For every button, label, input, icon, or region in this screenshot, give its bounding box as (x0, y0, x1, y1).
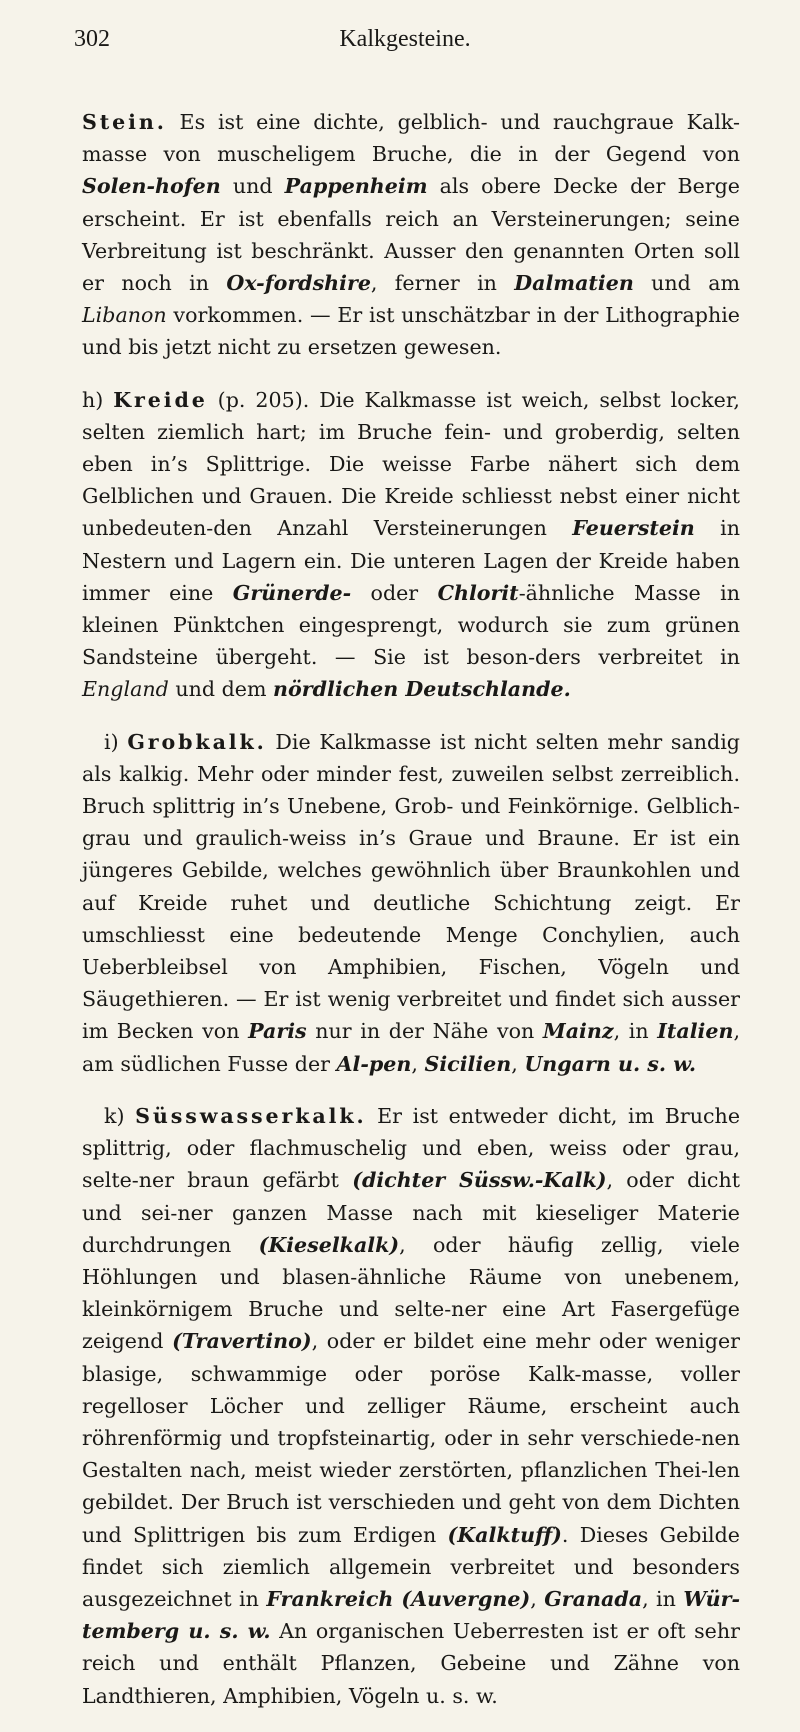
paragraph-kreide (82, 384, 740, 706)
text-run: , in (613, 1019, 658, 1044)
text-run: , (511, 1051, 525, 1076)
place-name: Libanon (82, 303, 167, 328)
entry-title: Kreide (113, 387, 208, 412)
text-run: (p. 205). Die Kalkmasse ist weich, selbst locker, selten ziemlich hart; im Bruche fein- und groberdig, selten eben in’s Splittrige. Die weisse Farbe nähert sich dem Gelblichen und Grauen. Die Kreide schliesst nebst einer nicht unbedeuten-den Anzahl Versteinerungen (82, 387, 740, 541)
mineral-name: Feuerstein (572, 516, 695, 541)
text-run: Es ist eine dichte, gelblich- und rauchgraue Kalk-masse von muscheligem Bruche, die in der Gegend von (82, 110, 740, 167)
paragraph-stein (82, 106, 740, 364)
body-text (82, 106, 740, 1732)
page-header (74, 26, 736, 66)
mineral-name: Chlorit (437, 580, 519, 605)
text-run: , (530, 1586, 545, 1611)
entry-title: Grobkalk. (127, 729, 267, 754)
text-run: Er ist entweder dicht, im Bruche splittrig, oder flachmuschelig und eben, weiss oder grau, selte-ner braun gefärbt (82, 1103, 741, 1193)
text-run: , oder dicht und sei-ner ganzen Masse nach mit kieseliger Materie durchdrungen (82, 1168, 740, 1257)
variety-name: (dichter Süssw.-Kalk) (352, 1168, 607, 1193)
text-run: An organischen Ueberresten ist er oft sehr reich und enthält Pflanzen, Gebeine und Zähne von Landthieren, Amphibien, Vögeln u. s. w. (82, 1619, 740, 1708)
place-name: Granada (544, 1586, 643, 1611)
place-name: Mainz (542, 1019, 614, 1044)
text-run: -ähnliche Masse in kleinen Pünktchen eingesprengt, wodurch sie zum grünen Sandsteine übergeht. — Sie ist beson-ders verbreitet in (82, 580, 740, 670)
text-run: Die Kalkmasse ist nicht selten mehr sandig als kalkig. Mehr oder minder fest, zuweilen selbst zerreiblich. Bruch splittrig in’s Unebene, Grob- und Feinkörnige. Gelblich-grau und graulich-weiss in’s Graue und Braune. Er ist ein jüngeres Gebilde, welches gewöhnlich über Braunkohlen und auf Kreide ruhet und deutliche Schichtung zeigt. Er umschliesst eine bedeutende Menge Conchylien, auch Ueberbleibsel von Amphibien, Fischen, Vögeln und Säugethieren. — Er ist wenig verbreitet und findet sich ausser im Becken von (82, 729, 740, 1044)
entry-marker: i) (104, 729, 128, 754)
entry-marker: h) (82, 387, 114, 412)
place-name: Wür-temberg u. s. w. (82, 1586, 740, 1644)
paragraph-suesswasserkalk (82, 1100, 740, 1712)
variety-name: (Kieselkalk) (258, 1232, 400, 1257)
text-run: vorkommen. — Er ist unschätzbar in der Lithographie und bis jetzt nicht zu ersetzen gewesen. (82, 303, 740, 360)
text-run: , ferner in (370, 271, 515, 296)
text-run: oder (351, 580, 438, 605)
text-run: . Dieses Gebilde findet sich ziemlich allgemein verbreitet und besonders ausgezeichnet in (82, 1522, 740, 1611)
variety-name: (Kalktuff) (447, 1522, 562, 1547)
place-name: Sicilien (424, 1051, 512, 1076)
text-run: und am (633, 271, 740, 296)
place-name: Solen-hofen (82, 174, 221, 199)
text-run: als obere Decke der Berge erscheint. Er ist ebenfalls reich an Versteinerungen; seine Verbreitung ist beschränkt. Ausser den genannten Orten soll er noch in (82, 174, 740, 296)
place-name: England (82, 677, 169, 702)
place-name: Ox-fordshire (226, 271, 371, 296)
entry-marker: k) (104, 1103, 136, 1128)
page-number: 302 (74, 26, 110, 52)
text-run: und dem (168, 677, 274, 702)
text-run: , in (642, 1586, 684, 1611)
entry-title: Süsswasserkalk. (135, 1103, 367, 1128)
place-name: Ungarn u. s. w. (524, 1051, 697, 1076)
place-name: nördlichen Deutschlande. (273, 677, 571, 702)
place-name: Frankreich (Auvergne) (266, 1586, 531, 1611)
mineral-name: Grünerde- (232, 580, 352, 605)
place-name: Italien (657, 1019, 734, 1044)
text-run: und (220, 174, 285, 199)
paragraph-grobkalk (82, 726, 740, 1080)
place-name: Al-pen (336, 1051, 412, 1076)
text-run: , oder er bildet eine mehr oder weniger blasige, schwammige oder poröse Kalk-masse, voller regelloser Löcher und zelliger Räume, erscheint auch röhrenförmig und tropfsteinartig, oder in sehr verschiede-nen Gestalten nach, meist wieder zerstörten, pflanzlichen Thei-len gebildet. Der Bruch ist verschieden und geht von dem Dichten und Splittrigen bis zum Erdigen (82, 1329, 740, 1547)
text-run: nur in der Nähe von (306, 1019, 543, 1044)
text-run: , (411, 1051, 425, 1076)
place-name: Dalmatien (514, 271, 634, 296)
running-title: Kalkgesteine. (339, 26, 471, 52)
text-run: , oder häufig zellig, viele Höhlungen und blasen-ähnliche Räume von unebenem, kleinkörnigem Bruche und selte-ner eine Art Fasergefüge zeigend (82, 1232, 740, 1354)
place-name: Paris (248, 1019, 307, 1044)
entry-title: Stein. (82, 110, 167, 134)
text-run: in Nestern und Lagern ein. Die unteren Lagen der Kreide haben immer eine (82, 516, 740, 605)
variety-name: (Travertino) (172, 1329, 312, 1354)
place-name: Pappenheim (284, 174, 428, 199)
text-run: , am südlichen Fusse der (82, 1019, 740, 1076)
